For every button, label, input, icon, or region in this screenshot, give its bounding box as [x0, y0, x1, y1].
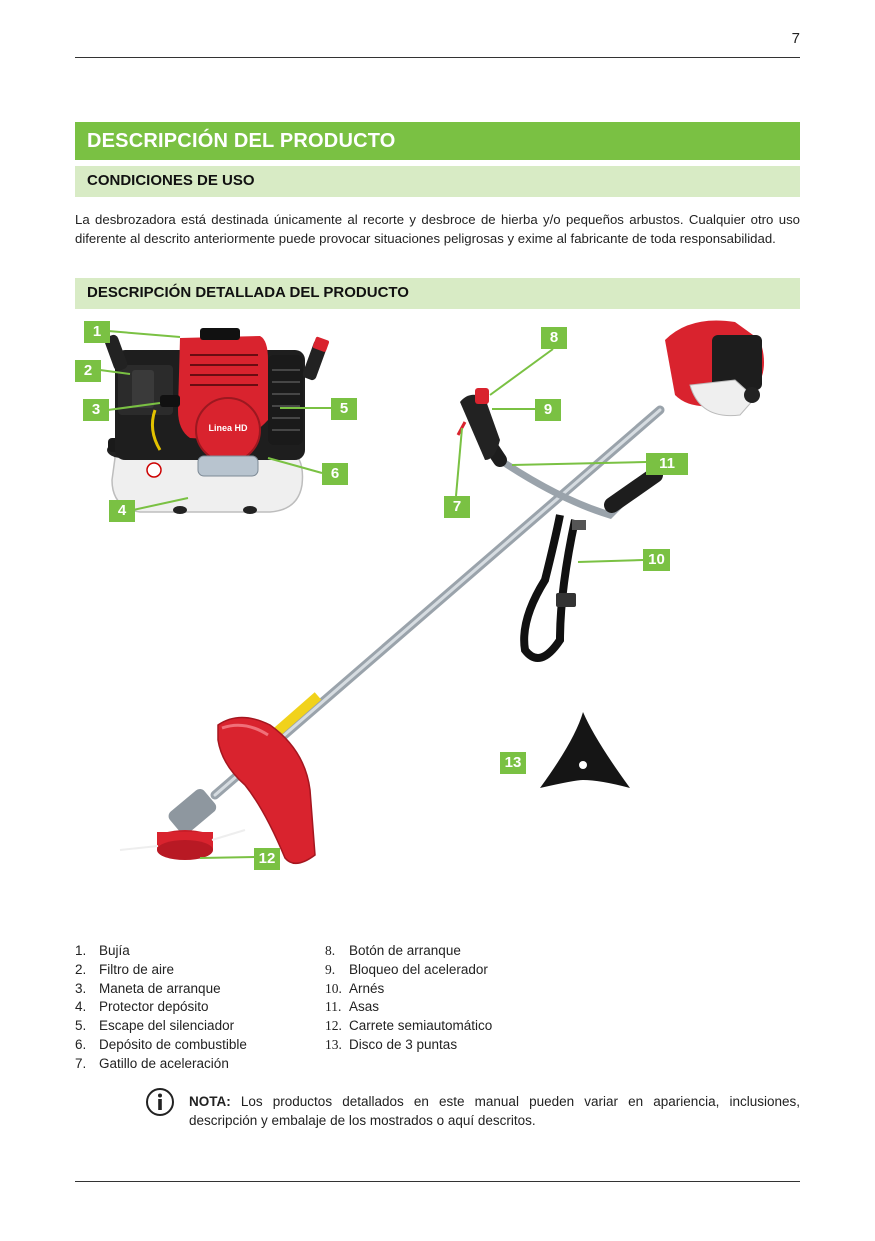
callout-10: 10 [643, 549, 670, 571]
brushcutter-illustration [0, 310, 875, 910]
section-title-product-description: DESCRIPCIÓN DEL PRODUCTO [75, 122, 800, 160]
list-item: 10. Arnés [325, 980, 385, 996]
list-item: 9. Bloqueo del acelerador [325, 961, 488, 977]
page-number: 7 [791, 30, 800, 47]
product-figure [0, 310, 875, 910]
list-item: 8. Botón de arranque [325, 943, 461, 958]
note-box [145, 1092, 800, 1130]
callout-11: 11 [646, 453, 688, 475]
list-item: 1. Bujía [75, 943, 130, 958]
list-item: 4. Protector depósito [75, 999, 209, 1015]
callout-13: 13 [500, 752, 526, 774]
header-divider [75, 57, 800, 58]
list-item: 11. Asas [325, 999, 380, 1015]
section-title-conditions-of-use: CONDICIONES DE USO [75, 166, 800, 197]
callout-12: 12 [254, 848, 280, 870]
list-item: 5. Escape del silenciador [75, 1018, 235, 1034]
conditions-paragraph: La desbrozadora está destinada únicamente al recorte y desbroce de hierba y/o pequeños arbustos. Cualquier otro uso diferente al descrito anteriormente puede provocar situaciones peligrosas y exime al fabricante de toda responsabilidad. [75, 212, 800, 246]
footer-divider [75, 1181, 800, 1182]
callout-8: 8 [541, 327, 567, 349]
list-item: 6. Depósito de combustible [75, 1036, 247, 1052]
parts-list-right [325, 942, 625, 1055]
callout-2: 2 [75, 360, 101, 382]
engine-brand-label: Linea HD [208, 423, 248, 433]
callout-9: 9 [535, 399, 561, 421]
list-item: 7. Gatillo de aceleración [75, 1055, 229, 1071]
callout-5: 5 [331, 398, 357, 420]
list-item: 3. Maneta de arranque [75, 980, 221, 996]
callout-7: 7 [444, 496, 470, 518]
callout-1: 1 [84, 321, 110, 343]
info-icon [145, 1087, 175, 1117]
callout-4: 4 [109, 500, 135, 522]
note-label: NOTA: [189, 1094, 231, 1109]
section-title-detailed-description: DESCRIPCIÓN DETALLADA DEL PRODUCTO [75, 278, 800, 309]
list-item: 12. Carrete semiautomático [325, 1018, 493, 1034]
engine-closeup-image [103, 328, 329, 514]
callout-6: 6 [322, 463, 348, 485]
note-text: Los productos detallados en este manual pueden variar en apariencia, inclusiones, descripción y embalaje de los mostrados o aquí descritos. [189, 1094, 800, 1128]
parts-list-left [75, 942, 315, 1074]
list-item: 2. Filtro de aire [75, 961, 175, 977]
callout-3: 3 [83, 399, 109, 421]
list-item: 13. Disco de 3 puntas [325, 1036, 458, 1052]
